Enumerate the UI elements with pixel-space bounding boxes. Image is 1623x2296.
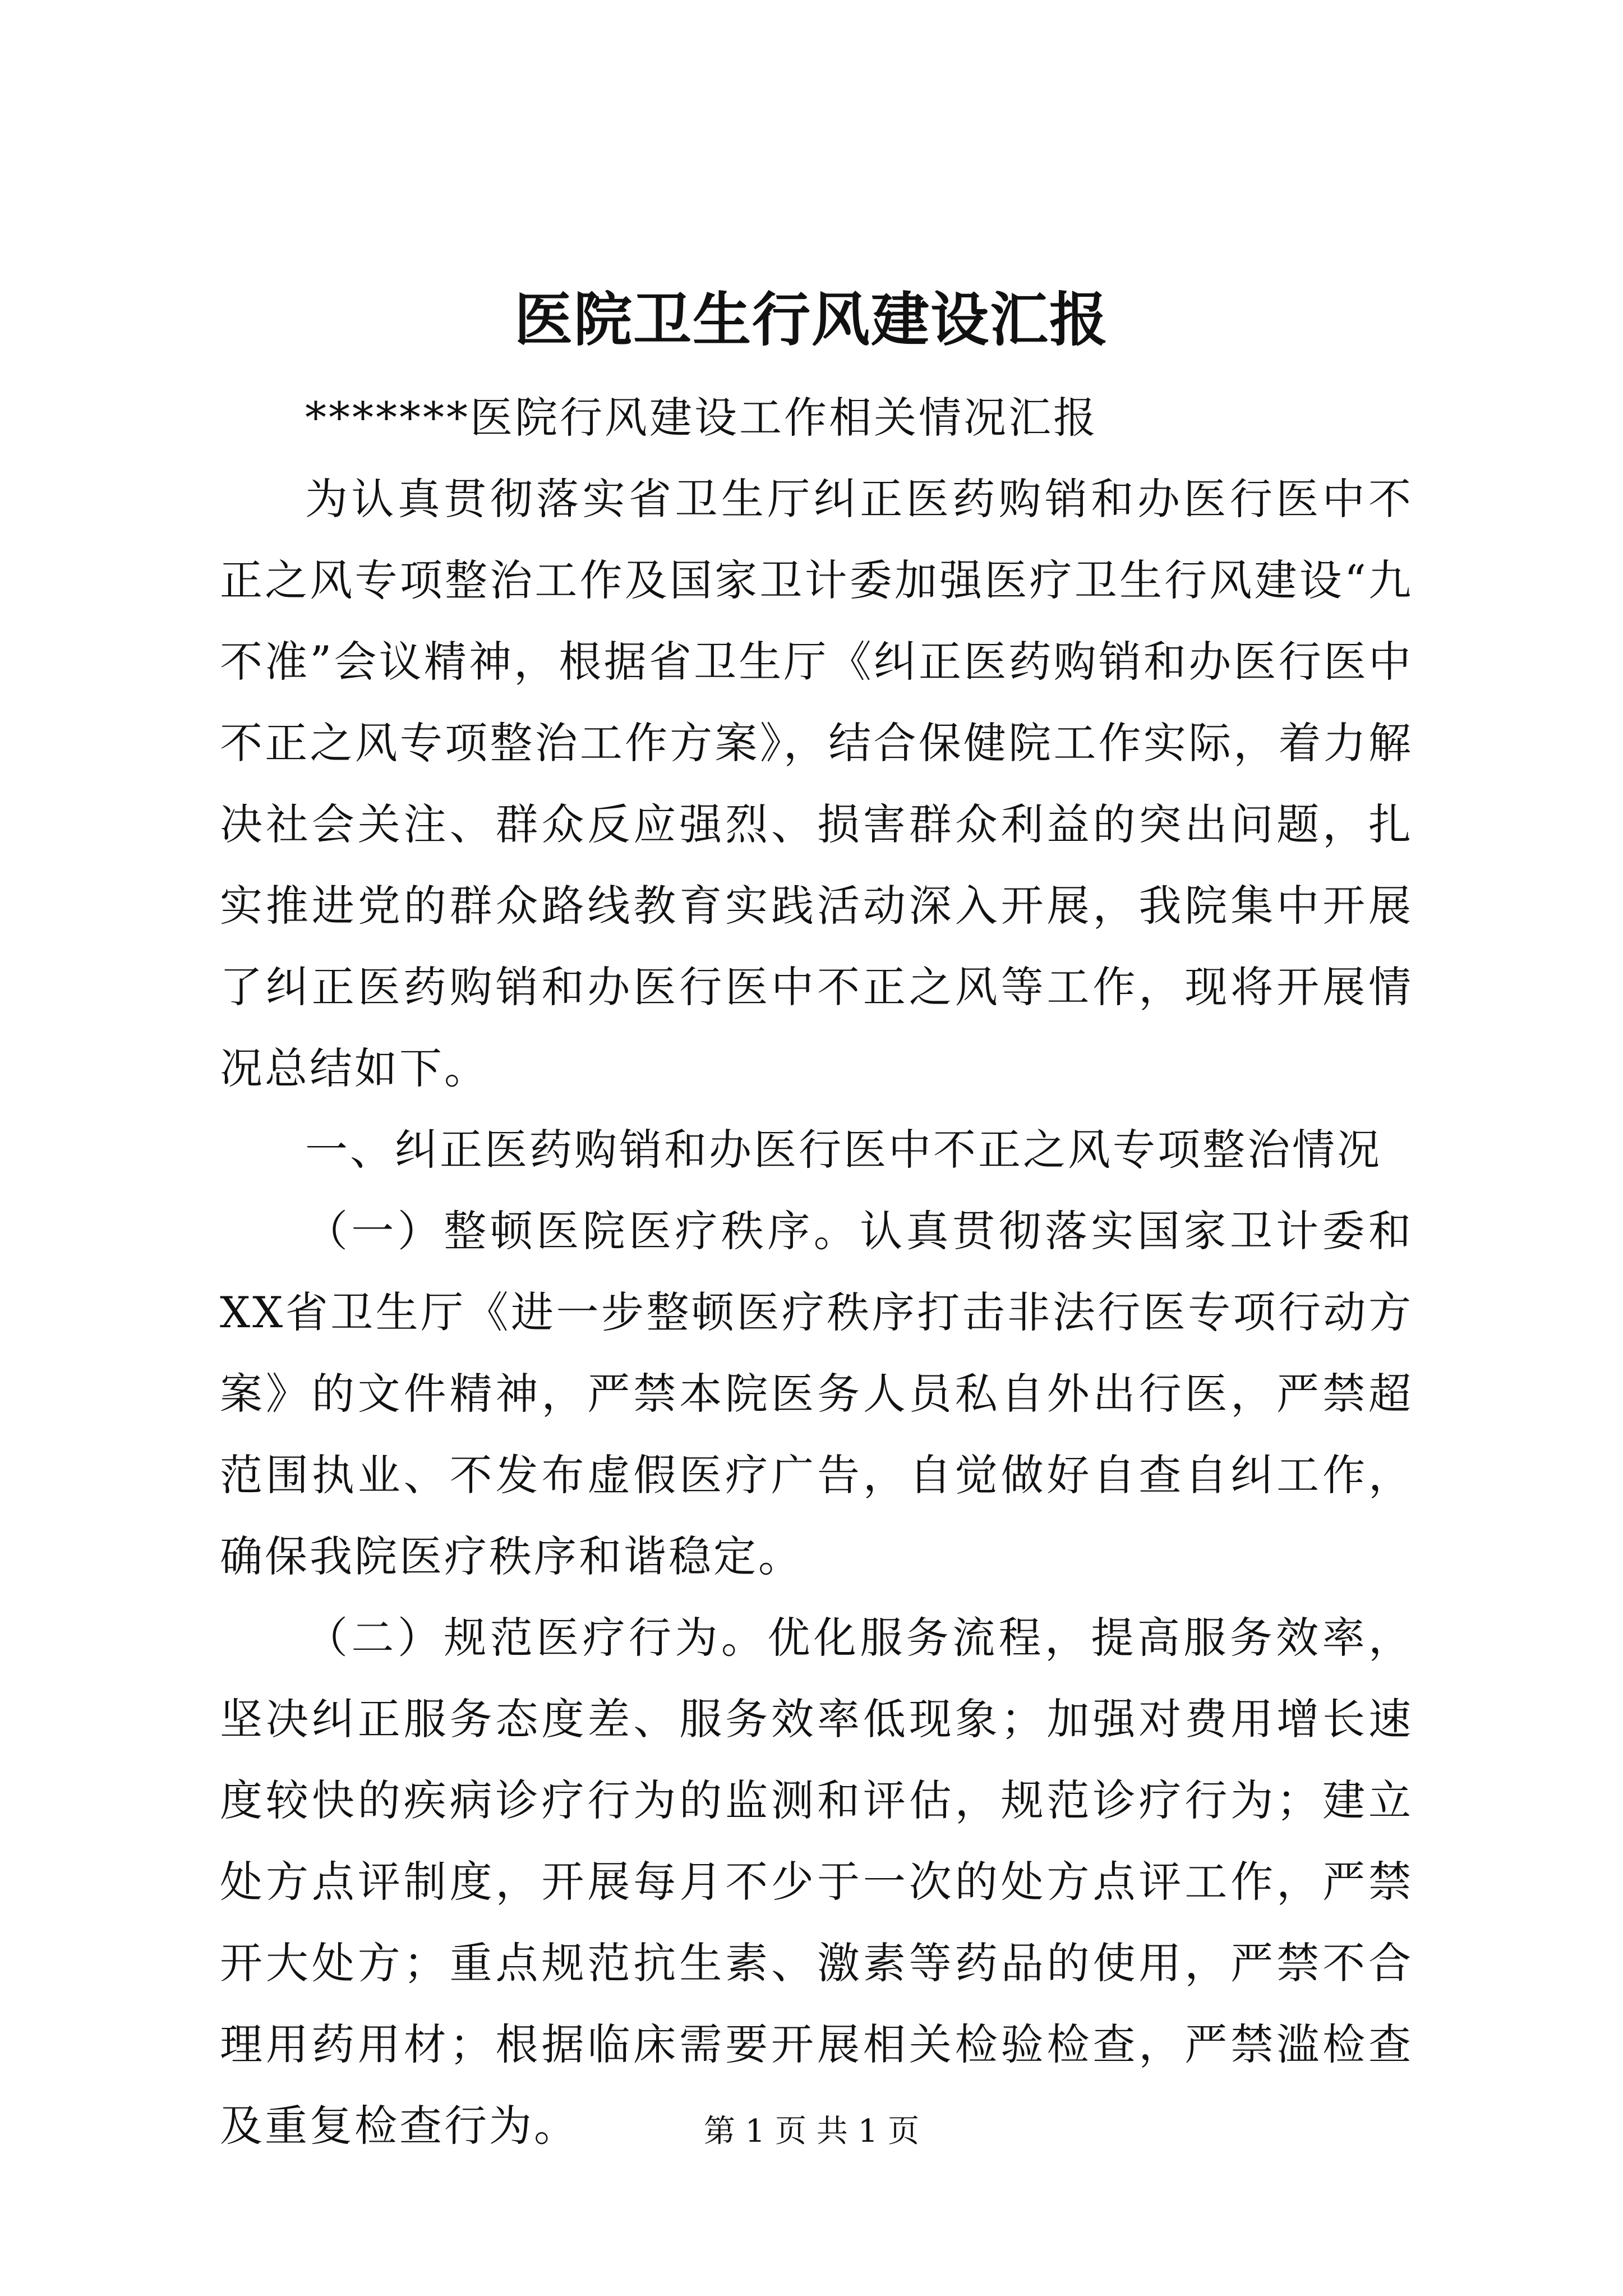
paragraph-medical-order: （一）整顿医院医疗秩序。认真贯彻落实国家卫计委和XX省卫生厅《进一步整顿医疗秩序打击非法行医专项行动方案》的文件精神，严禁本院医务人员私自外出行医，严禁超范围执业、不发布虚假医疗广告，自觉做好自查自纠工作，确保我院医疗秩序和谐稳定。 <box>220 1206 1413 1581</box>
document-title: 医院卫生行风建设汇报 <box>514 285 1109 354</box>
page-footer: 第 1 页 共 1 页 <box>703 2113 920 2150</box>
paragraph-intro: 为认真贯彻落实省卫生厅纠正医药购销和办医行医中不正之风专项整治工作及国家卫计委加强医疗卫生行风建设“九不准”会议精神，根据省卫生厅《纠正医药购销和办医行医中不正之风专项整治工作方案》，结合保健院工作实际，着力解决社会关注、群众反应强烈、损害群众利益的突出问题，扎实推进党的群众路线教育实践活动深入开展，我院集中开展了纠正医药购销和办医行医中不正之风等工作，现将开展情况总结如下。 <box>220 474 1413 1093</box>
paragraph-medical-behavior: （二）规范医疗行为。优化服务流程，提高服务效率，坚决纠正服务态度差、服务效率低现象；加强对费用增长速度较快的疾病诊疗行为的监测和评估，规范诊疗行为；建立处方点评制度，开展每月不少于一次的处方点评工作，严禁开大处方；重点规范抗生素、激素等药品的使用，严禁不合理用药用材；根据临床需要开展相关检验检查，严禁滥检查及重复检查行为。 <box>220 1613 1413 2151</box>
section-heading-1: 一、纠正医药购销和办医行医中不正之风专项整治情况 <box>305 1125 1382 1175</box>
document-body <box>220 377 1413 2166</box>
document-subtitle: *******医院行风建设工作相关情况汇报 <box>305 393 1098 443</box>
